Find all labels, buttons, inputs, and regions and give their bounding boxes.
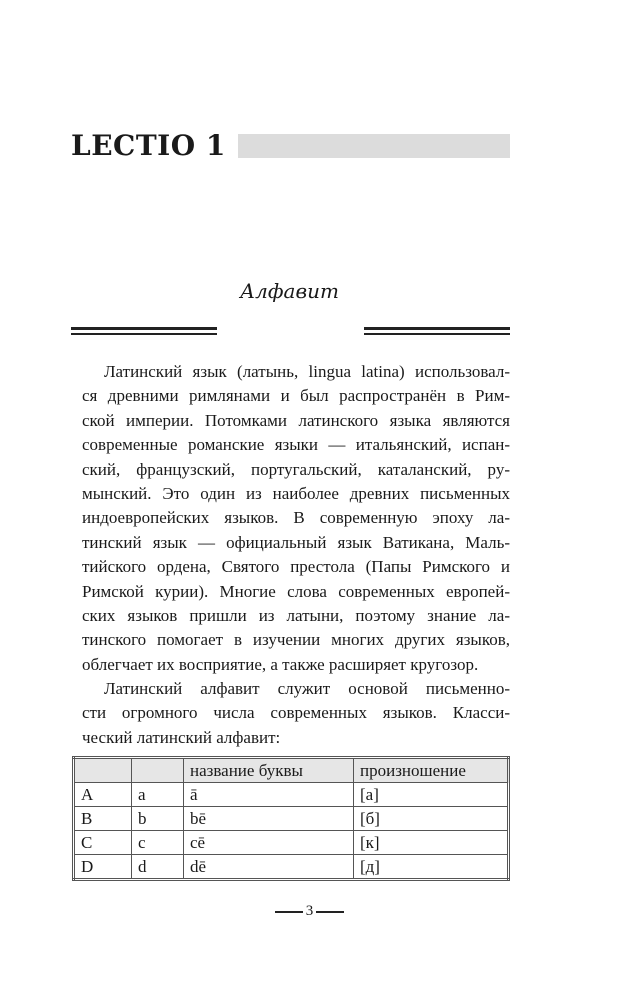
text-line: Латинский алфавит служит основой письменно- [104, 679, 510, 699]
table-row [74, 807, 509, 831]
right-double-rule [364, 327, 510, 335]
cell: B [74, 807, 132, 831]
header-cell: название буквы [184, 758, 354, 783]
alphabet-table [72, 756, 510, 881]
body-text [82, 360, 510, 750]
text-line: ческий латинский алфавит: [82, 727, 281, 747]
header-cell [74, 758, 132, 783]
cell: [б] [354, 807, 509, 831]
text-line: облегчает их восприятие, а также расширяет кругозор. [82, 654, 479, 674]
text-line: тийского ордена, Святого престола (Папы Римского и [82, 557, 510, 577]
table-row [74, 855, 509, 880]
cell: b [132, 807, 184, 831]
cell: ā [184, 783, 354, 807]
cell: bē [184, 807, 354, 831]
cell: a [132, 783, 184, 807]
cell: c [132, 831, 184, 855]
cell: cē [184, 831, 354, 855]
cell: C [74, 831, 132, 855]
text-line: Латинский язык (латынь, lingua latina) использовал- [104, 362, 510, 381]
lesson-heading: LECTIO 1 [71, 129, 226, 162]
table-row [74, 783, 509, 807]
table-row [74, 831, 509, 855]
heading-decor-bar [238, 134, 510, 158]
table-header-row [74, 758, 509, 783]
cell: A [74, 783, 132, 807]
text-line: ской империи. Потомками латинского языка являются [82, 410, 510, 430]
page-number-dash [316, 911, 344, 913]
text-line: индоевропейских языков. В современную эпоху ла- [82, 508, 510, 528]
text-line: ских языков пришли из латыни, поэтому знание ла- [82, 605, 510, 625]
section-title: Алфавит [240, 279, 339, 303]
text-line: мынский. Это один из наиболее древних письменных [82, 483, 510, 503]
text-line: Римской курии). Многие слова современных европей- [82, 581, 510, 601]
left-double-rule [71, 327, 217, 335]
cell: D [74, 855, 132, 880]
text-line: сти огромного числа современных языков. Класси- [82, 703, 510, 723]
cell: dē [184, 855, 354, 880]
text-line: тинского помогает в изучении многих других языков, [82, 630, 510, 650]
page-number: 3 [0, 903, 619, 920]
cell: [д] [354, 855, 509, 880]
text-line: современные романские языки — итальянский, испан- [82, 435, 510, 455]
cell: [а] [354, 783, 509, 807]
text-line: тинский язык — официальный язык Ватикана, Маль- [82, 532, 510, 552]
header-cell [132, 758, 184, 783]
text-line: ся древними римлянами и был распространён в Рим- [82, 386, 510, 406]
text-line: ский, французский, португальский, каталанский, ру- [82, 459, 510, 479]
header-cell: произношение [354, 758, 509, 783]
page-number-dash [275, 911, 303, 913]
cell: d [132, 855, 184, 880]
cell: [к] [354, 831, 509, 855]
